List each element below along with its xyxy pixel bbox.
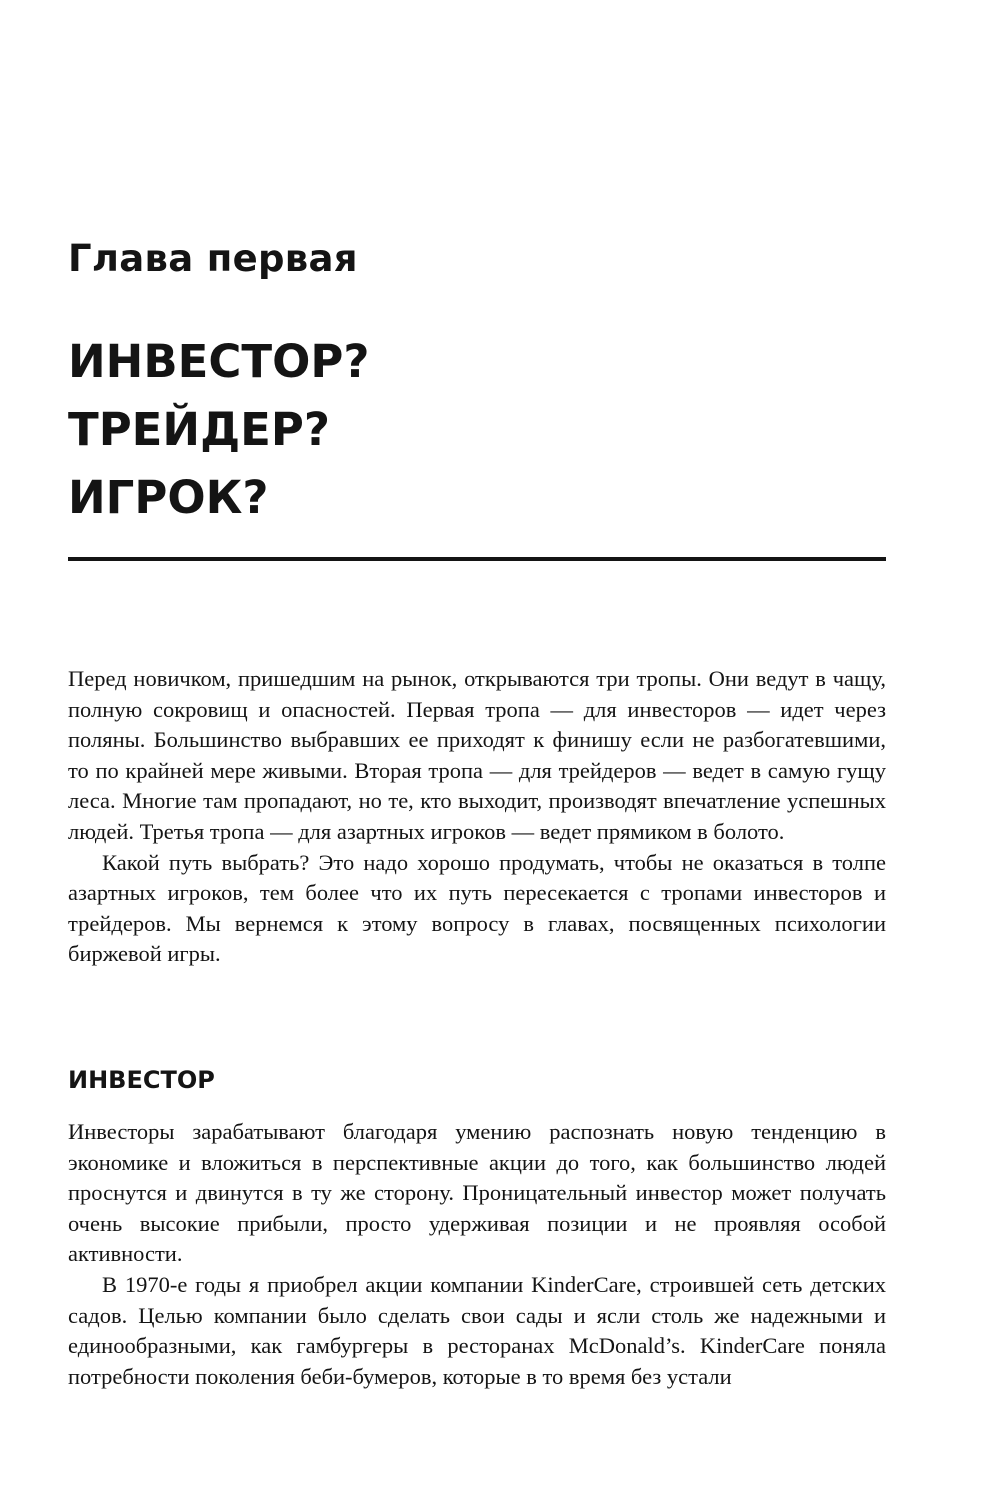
- chapter-title: [68, 328, 369, 532]
- section-heading: ИНВЕСТОР: [68, 1066, 215, 1094]
- chapter-divider: [68, 557, 886, 561]
- chapter-label: Глава первая: [68, 237, 358, 280]
- intro-paragraph: Какой путь выбрать? Это надо хорошо продумать, чтобы не оказаться в толпе азартных игроков, тем более что их путь пересекается с тропами инвесторов и трейдеров. Мы вернемся к этому вопросу в главах, посвященных психологии биржевой игры.: [68, 849, 886, 967]
- section-paragraph: Инвесторы зарабатывают благодаря умению распознать новую тенденцию в экономике и вложиться в перспективные акции до того, как большинство людей проснутся и двинутся в ту же сторону. Проницательный инвестор может получать очень высокие прибыли, просто удерживая позиции и не проявляя особой активности.: [68, 1119, 886, 1267]
- intro-paragraph: Перед новичком, пришедшим на рынок, открываются три тропы. Они ведут в чащу, полную сокровищ и опасностей. Первая тропа — для инвесторов — идет через поляны. Большинство выбравших ее приходят к финишу если не разбогатевшими, то по крайней мере живыми. Вторая тропа — для трейдеров — ведет в самую гущу леса. Многие там пропадают, но те, кто выходит, производят впечатление успешных людей. Третья тропа — для азартных игроков — ведет прямиком в болото.: [68, 666, 886, 844]
- chapter-title-line: ИГРОК?: [68, 471, 269, 524]
- intro-text: [68, 664, 886, 970]
- chapter-title-line: ТРЕЙДЕР?: [68, 403, 330, 456]
- chapter-title-line: ИНВЕСТОР?: [68, 335, 370, 388]
- section-text: [68, 1117, 886, 1392]
- section-paragraph: В 1970-е годы я приобрел акции компании KinderCare, строившей сеть детских садов. Целью компании было сделать свои сады и ясли столь же надежными и единообразными, как гамбургеры в ресторанах McDonald’s. KinderCare поняла потребности поколения беби-бумеров, которые в то время без устали: [68, 1271, 886, 1389]
